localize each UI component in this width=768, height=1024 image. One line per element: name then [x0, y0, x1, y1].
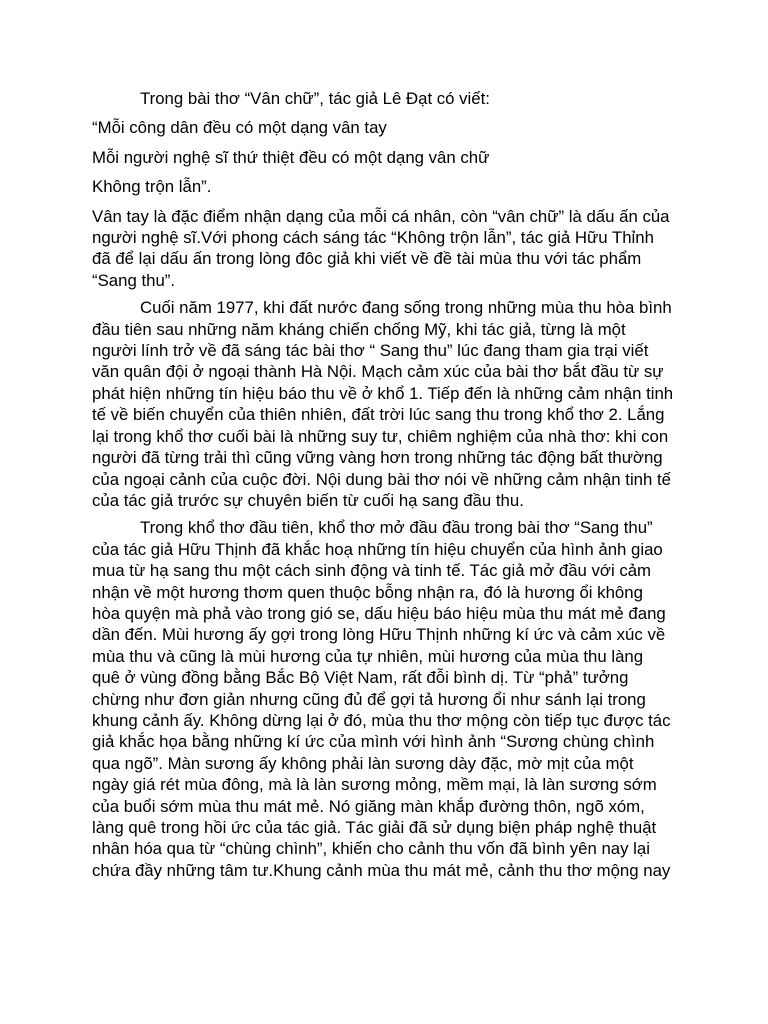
- quote-line-2: Mỗi người nghệ sĩ thứ thiệt đều có một dạng vân chữ: [92, 147, 490, 167]
- quote-line-3: Không trộn lẫn”.: [92, 177, 212, 197]
- paragraph-1: Vân tay là đặc điểm nhận dạng của mỗi cá nhân, còn “vân chữ” là dấu ấn của người nghệ sĩ.Với phong cách sáng tác “Không trộn lẫn”, tác giả Hữu Thỉnh đã để lại dấu ấn trong lòng đôc giả khi viết về đề tài mùa thu với tác phẩm “Sang thu”.: [92, 206, 670, 290]
- paragraph-2: Cuối năm 1977, khi đất nước đang sống trong những mùa thu hòa bình đầu tiên sau những năm kháng chiến chống Mỹ, khi tác giả, từng là một người lính trở về đã sáng tác bài thơ “ Sang thu” lúc đang tham gia trại viết văn quân đội ở ngoại thành Hà Nội. Mạch cảm xúc của bài thơ bắt đầu từ sự phát hiện những tín hiệu báo thu về ở khổ 1. Tiếp đến là những cảm nhận tinh tế về biến chuyển của thiên nhiên, đất trời lúc sang thu trong khổ thơ 2. Lắng lại trong khổ thơ cuối bài là những suy tư, chiêm nghiệm của nhà thơ: khi con người đã từng trải thì cũng vững vàng hơn trong những tác động bất thường của ngoại cảnh của cuộc đời. Nội dung bài thơ nói về những cảm nhận tinh tế của tác giả trước sự chuyên biến từ cuối hạ sang đầu thu.: [92, 298, 674, 510]
- paragraph-3: Trong khổ thơ đầu tiên, khổ thơ mở đầu đầu trong bài thơ “Sang thu” của tác giả Hữu Thịnh đã khắc hoạ những tín hiệu chuyển của hình ảnh giao mua từ hạ sang thu một cách sinh động và tinh tế. Tác giả mở đầu với cảm nhận về một hương thơm quen thuộc bỗng nhận ra, đó là hương ổi không hòa quyện mà phả vào trong gió se, dấu hiệu báo hiệu mùa thu mát mẻ đang dần đến. Mùi hương ấy gợi trong lòng Hữu Thịnh những kí ức và cảm xúc về mùa thu và cũng là mùi hương của tự nhiên, mùi hương của mùa thu làng quê ở vùng đồng bằng Bắc Bộ Việt Nam, rất đỗi bình dị. Từ “phả” tưởng chừng như đơn giản nhưng cũng đủ để gợi tả hương ổi như sánh lại trong khung cảnh ấy. Không dừng lại ở đó, mùa thu thơ mộng còn tiếp tục được tác giả khắc họa bằng những kí ức của mình với hình ảnh “Sương chùng chình qua ngõ”. Màn sương ấy không phải làn sương dày đặc, mờ mịt của một ngày giá rét mùa đông, mà là làn sương mỏng, mềm mại, là làn sương sớm của buổi sớm mùa thu mát mẻ. Nó giăng màn khắp đường thôn, ngõ xóm, làng quê trong hồi ức của tác giả. Tác giải đã sử dụng biện pháp nghệ thuật nhân hóa qua từ “chùng chình”, khiến cho cảnh thu vốn đã bình yên nay lại chứa đầy những tâm tư.Khung cảnh mùa thu mát mẻ, cảnh thu thơ mộng nay: [92, 518, 671, 880]
- intro-line: Trong bài thơ “Vân chữ”, tác giả Lê Đạt có viết:: [140, 89, 490, 108]
- quote-line-1: “Mỗi công dân đều có một dạng vân tay: [92, 118, 387, 138]
- document-page: [92, 88, 674, 887]
